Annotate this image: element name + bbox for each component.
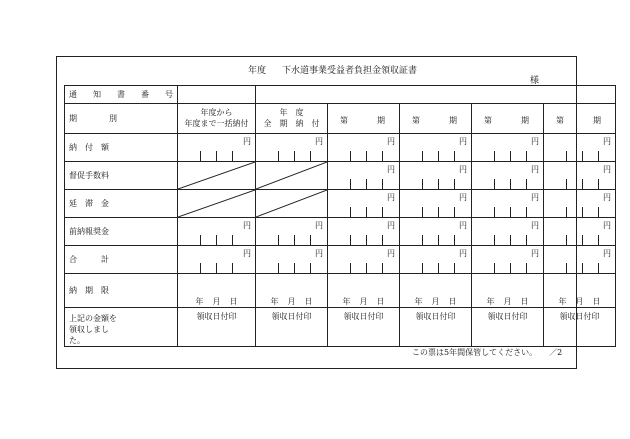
- amount-cell: [472, 218, 544, 246]
- label-notice-number: 通 知 書 番 号: [65, 86, 178, 104]
- digit-ticks: [328, 235, 399, 245]
- row-received: [65, 308, 616, 347]
- yen-unit: 円: [531, 165, 539, 174]
- amount-cell: [544, 162, 616, 190]
- row-prepay: [65, 218, 616, 246]
- yen-unit: 円: [459, 193, 467, 202]
- header-term-1: 第 期: [328, 104, 400, 134]
- header-term-3: 第 期: [472, 104, 544, 134]
- digit-ticks: [472, 151, 543, 161]
- row-payment: [65, 134, 616, 162]
- recipient-suffix: 様: [530, 76, 540, 86]
- yen-unit: 円: [531, 221, 539, 230]
- yen-unit: 円: [387, 221, 395, 230]
- due-date-cell: 年 月 日: [544, 274, 616, 308]
- strike-diagonal: [178, 190, 255, 217]
- digit-ticks: [400, 179, 471, 189]
- yen-unit: 円: [459, 249, 467, 258]
- amount-cell: [544, 134, 616, 162]
- receipt-stamp-cell: 領収日付印: [544, 308, 616, 347]
- header-lump-sum: 年度から 年度まで一括納付: [178, 104, 256, 134]
- strike-diagonal: [256, 190, 327, 217]
- digit-ticks: [472, 179, 543, 189]
- amount-cell: [400, 218, 472, 246]
- amount-cell: [256, 218, 328, 246]
- amount-cell: [400, 190, 472, 218]
- due-date-cell: 年 月 日: [256, 274, 328, 308]
- amount-cell: [544, 246, 616, 274]
- amount-cell: [178, 246, 256, 274]
- receipt-stamp-cell: 領収日付印: [178, 308, 256, 347]
- receipt-stamp-cell: 領収日付印: [400, 308, 472, 347]
- yen-unit: 円: [459, 137, 467, 146]
- notice-number-field: [178, 86, 256, 104]
- yen-unit: 円: [459, 221, 467, 230]
- footer-note: この票は5年間保管してください。: [412, 348, 538, 357]
- row-delay: [65, 190, 616, 218]
- digit-ticks: [178, 151, 255, 161]
- amount-cell: [256, 246, 328, 274]
- receipt-stamp-cell: 領収日付印: [328, 308, 400, 347]
- digit-ticks: [256, 235, 327, 245]
- yen-unit: 円: [603, 249, 611, 258]
- digit-ticks: [256, 263, 327, 273]
- amount-cell: [256, 134, 328, 162]
- amount-cell: [328, 218, 400, 246]
- digit-ticks: [400, 207, 471, 217]
- digit-ticks: [544, 235, 615, 245]
- digit-ticks: [544, 263, 615, 273]
- digit-ticks: [328, 207, 399, 217]
- strike-diagonal: [178, 162, 255, 189]
- label-received: 上記の金額を領収しました。: [65, 308, 178, 347]
- label-due: 納 期 限: [65, 274, 178, 308]
- yen-unit: 円: [531, 193, 539, 202]
- footer: [412, 347, 562, 358]
- label-fee: 督促手数料: [65, 162, 178, 190]
- label-prepay: 前納報奨金: [65, 218, 178, 246]
- receipt-stamp-cell: 領収日付印: [472, 308, 544, 347]
- amount-cell: [544, 190, 616, 218]
- row-due-date: [65, 274, 616, 308]
- title-year-label: 年度: [248, 66, 267, 76]
- digit-ticks: [544, 151, 615, 161]
- digit-ticks: [328, 179, 399, 189]
- yen-unit: 円: [315, 137, 323, 146]
- receipt-stamp-cell: 領収日付印: [256, 308, 328, 347]
- digit-ticks: [472, 235, 543, 245]
- amount-cell: [328, 190, 400, 218]
- digit-ticks: [256, 151, 327, 161]
- receipt-table: [64, 85, 616, 347]
- due-date-cell: 年 月 日: [328, 274, 400, 308]
- amount-cell: [400, 162, 472, 190]
- digit-ticks: [328, 151, 399, 161]
- yen-unit: 円: [603, 193, 611, 202]
- amount-cell: [328, 246, 400, 274]
- digit-ticks: [178, 235, 255, 245]
- due-date-cell: 年 月 日: [472, 274, 544, 308]
- yen-unit: 円: [243, 249, 251, 258]
- label-period: 期 別: [65, 104, 178, 134]
- title-main: 下水道事業受益者負担金領収証書: [282, 66, 418, 76]
- yen-unit: 円: [315, 249, 323, 258]
- amount-cell: [400, 246, 472, 274]
- yen-unit: 円: [387, 193, 395, 202]
- due-date-cell: 年 月 日: [400, 274, 472, 308]
- digit-ticks: [178, 263, 255, 273]
- digit-ticks: [328, 263, 399, 273]
- amount-cell: [178, 162, 256, 190]
- amount-cell: [472, 162, 544, 190]
- amount-cell: [178, 190, 256, 218]
- row-period-header: [65, 104, 616, 134]
- yen-unit: 円: [387, 165, 395, 174]
- amount-cell: [544, 218, 616, 246]
- digit-ticks: [544, 179, 615, 189]
- yen-unit: 円: [531, 137, 539, 146]
- label-payment: 納 付 額: [65, 134, 178, 162]
- digit-ticks: [400, 263, 471, 273]
- yen-unit: 円: [243, 137, 251, 146]
- digit-ticks: [544, 207, 615, 217]
- yen-unit: 円: [603, 137, 611, 146]
- header-term-2: 第 期: [400, 104, 472, 134]
- yen-unit: 円: [243, 221, 251, 230]
- yen-unit: 円: [459, 165, 467, 174]
- header-term-4: 第 期: [544, 104, 616, 134]
- digit-ticks: [400, 235, 471, 245]
- yen-unit: 円: [315, 221, 323, 230]
- amount-cell: [472, 190, 544, 218]
- strike-diagonal: [256, 162, 327, 189]
- digit-ticks: [472, 207, 543, 217]
- yen-unit: 円: [387, 137, 395, 146]
- amount-cell: [328, 162, 400, 190]
- yen-unit: 円: [531, 249, 539, 258]
- notice-number-field-wide: [256, 86, 616, 104]
- row-fee: [65, 162, 616, 190]
- amount-cell: [256, 190, 328, 218]
- header-full-year: 年 度 全 期 納 付: [256, 104, 328, 134]
- amount-cell: [472, 134, 544, 162]
- yen-unit: 円: [603, 165, 611, 174]
- amount-cell: [178, 134, 256, 162]
- amount-cell: [256, 162, 328, 190]
- label-total: 合 計: [65, 246, 178, 274]
- amount-cell: [400, 134, 472, 162]
- row-total: [65, 246, 616, 274]
- due-date-cell: 年 月 日: [178, 274, 256, 308]
- label-delay: 延 滞 金: [65, 190, 178, 218]
- yen-unit: 円: [387, 249, 395, 258]
- yen-unit: 円: [603, 221, 611, 230]
- row-notice-number: [65, 86, 616, 104]
- amount-cell: [328, 134, 400, 162]
- page-number: ／2: [549, 348, 563, 357]
- amount-cell: [472, 246, 544, 274]
- amount-cell: [178, 218, 256, 246]
- digit-ticks: [472, 263, 543, 273]
- digit-ticks: [400, 151, 471, 161]
